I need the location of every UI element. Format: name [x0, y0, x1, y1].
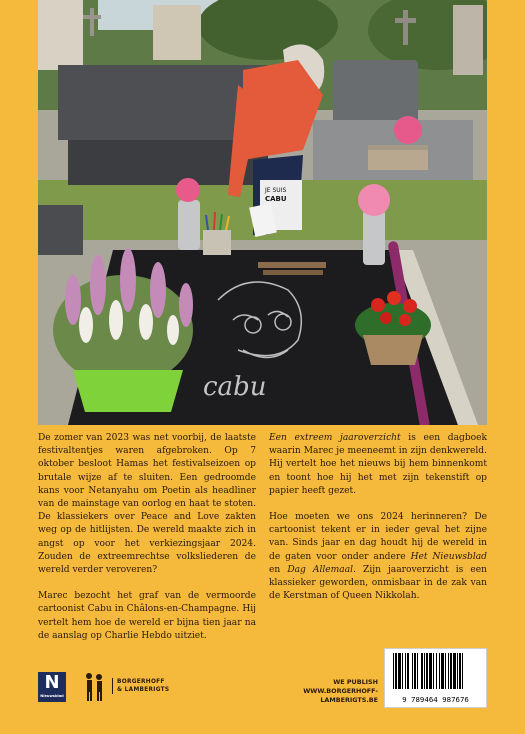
remember-text-a: Hoe moeten we ons 2024 herinneren? De cartoonist tekent er in ieder geval het zijne van. Sinds jaar en dag houdt hij de wereld in de gaten voor onder andere [269, 512, 487, 562]
book-description-text: is een dagboek waarin Marec je meeneemt in zijn denkwereld. Hij vertelt hoe het nieuws bij hem binnenkomt en toont hoe hij het met zijn tekenstift op papier heeft gezet. [269, 433, 488, 496]
cover-photo [38, 0, 487, 425]
nieuwsblad-logo [38, 672, 66, 702]
website-url: WWW.BORGERHOFF-LAMBERIGTS.BE [303, 687, 378, 704]
isbn-barcode [384, 648, 487, 708]
newspaper-name: Het Nieuwsblad [410, 551, 487, 562]
grave-inscription: cabu [203, 372, 267, 402]
book-badge: JE SUIS [265, 187, 287, 194]
intro-paragraph: De zomer van 2023 was net voorbij, de laatste festivaltentjes waren afgebroken. Op 7 oktober besloot Hamas het festivalseizoen op brutale wijze af te sluiten. Een gedroomde kans voor Netanyahu om Poetin als headliner van de mainstage van oorlog en haat te stoten. De klassiekers over Peace and Love zakten weg op de hitlijsten. De wereld maakte zich in angst op voor het verkiezingsjaar 2024. Zouden de extreemrechtse volksliederen de wereld verder veroveren? [38, 433, 256, 576]
nieuwsblad-logo-letter: N [44, 672, 60, 693]
book-description-paragraph [269, 432, 487, 498]
cabu-paragraph: Marec bezocht het graf van de vermoorde cartoonist Cabu in Châlons-en-Champagne. Hij vertelt hem hoe de wereld er bijna tien jaar na de aanslag op Charlie Hebdo uitziet. [38, 591, 256, 641]
remember-text-and: en [269, 564, 288, 575]
book-title-italic: Een extreem jaaroverzicht [269, 433, 401, 443]
remember-2024-paragraph [269, 511, 487, 603]
publisher-line-2: & LAMBERIGTS [117, 687, 170, 693]
publisher-figures-icon [82, 672, 106, 702]
magazine-name: Dag Allemaal [287, 564, 354, 575]
we-publish-label: WE PUBLISH [333, 678, 378, 686]
publisher-line-1: BORGERHOFF [117, 679, 165, 685]
book-title: CABU [265, 195, 287, 203]
remember-text-b: . Zijn jaaroverzicht is een klassieker geworden, onmisbaar in de zak van de Kerstman of Queen Nikkolah. [269, 564, 487, 602]
back-cover-footer [38, 670, 487, 710]
barcode-bars [385, 649, 486, 693]
publisher-website [250, 678, 378, 705]
publisher-logo-text [112, 678, 169, 694]
left-text-column [38, 432, 256, 656]
grave-visit-photo [38, 0, 487, 425]
isbn-number: 9 789464 987676 [402, 695, 469, 704]
nieuwsblad-logo-name: Nieuwsblad [40, 694, 64, 698]
right-text-column [269, 432, 487, 616]
